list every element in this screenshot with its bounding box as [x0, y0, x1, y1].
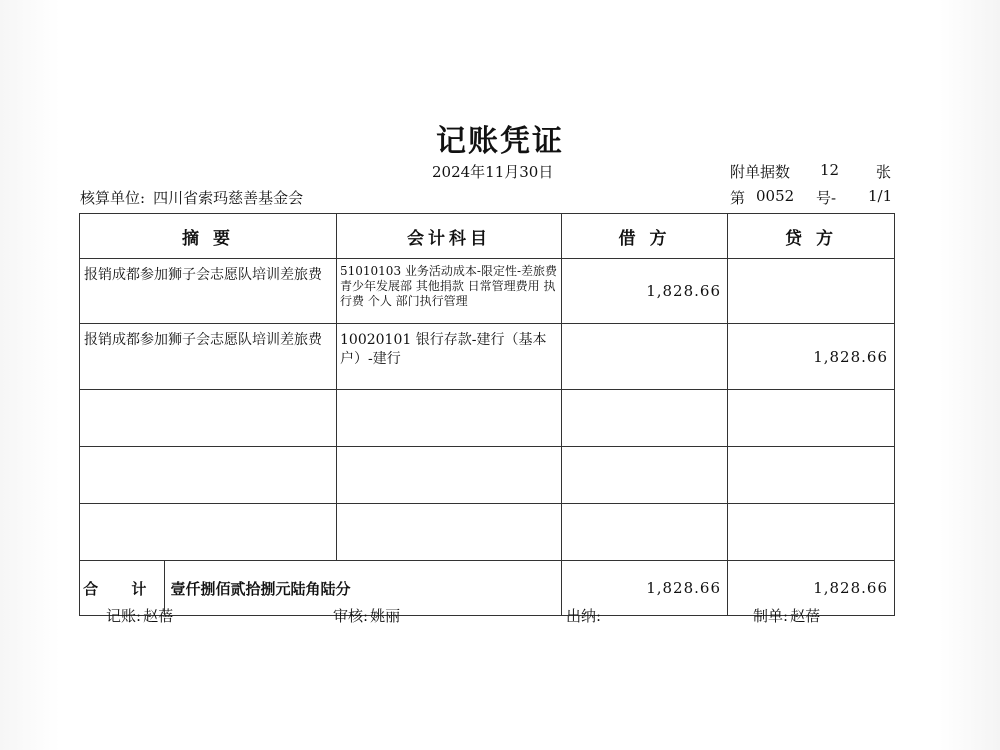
voucher-date: 2024年11月30日: [432, 163, 554, 181]
row-account: 10020101 银行存款-建行（基本户）-建行: [337, 324, 562, 390]
table-row: [80, 324, 895, 390]
empty-cell: [337, 504, 562, 561]
voucher-no-suffix: 号-: [816, 189, 837, 207]
reviewer-signature: [333, 605, 400, 626]
row-credit: [728, 259, 895, 324]
row-debit: 1,828.66: [562, 259, 728, 324]
empty-cell: [562, 504, 728, 561]
cashier-signature: [566, 605, 603, 626]
voucher-table: [79, 213, 895, 616]
header-credit: 贷 方: [728, 214, 895, 259]
empty-cell: [728, 390, 895, 447]
org-name: 四川省索玛慈善基金会: [153, 189, 304, 207]
total-debit: 1,828.66: [562, 561, 728, 616]
preparer-label: 制单:: [753, 607, 789, 625]
bookkeeper-name: 赵蓓: [143, 607, 174, 625]
reviewer-name: 姚丽: [370, 607, 401, 625]
attachments-count: 12: [820, 161, 840, 179]
attachments-unit: 张: [876, 163, 892, 181]
row-summary: 报销成都参加狮子会志愿队培训差旅费: [80, 259, 337, 324]
bookkeeper-label: 记账:: [106, 607, 142, 625]
header-account: 会计科目: [337, 214, 562, 259]
bookkeeper-signature: [106, 605, 173, 626]
voucher-no-value: 0052: [756, 187, 795, 205]
empty-cell: [80, 504, 337, 561]
voucher-no-prefix: 第: [730, 189, 746, 207]
empty-cell: [728, 504, 895, 561]
row-credit: 1,828.66: [728, 324, 895, 390]
header-debit: 借 方: [562, 214, 728, 259]
empty-cell: [728, 447, 895, 504]
table-row-empty: [80, 447, 895, 504]
total-credit: 1,828.66: [728, 561, 895, 616]
table-header-row: [80, 214, 895, 259]
voucher-page-number: 1/1: [868, 187, 893, 205]
row-debit: [562, 324, 728, 390]
attachments-label: 附单据数: [730, 163, 791, 181]
attachments-info: [730, 161, 892, 182]
header-summary: 摘 要: [80, 214, 337, 259]
table-row-empty: [80, 504, 895, 561]
empty-cell: [80, 390, 337, 447]
empty-cell: [337, 447, 562, 504]
empty-cell: [562, 390, 728, 447]
row-account: 51010103 业务活动成本-限定性-差旅费 青少年发展部 其他捐款 日常管理费用 执行费 个人 部门执行管理: [337, 259, 562, 324]
empty-cell: [80, 447, 337, 504]
total-amount-words: 壹仟捌佰贰拾捌元陆角陆分: [170, 579, 351, 598]
preparer-signature: [753, 605, 820, 626]
org-label: 核算单位:: [80, 189, 146, 207]
empty-cell: [562, 447, 728, 504]
reviewer-label: 审核:: [333, 607, 369, 625]
preparer-name: 赵蓓: [790, 607, 821, 625]
org-info: [80, 187, 303, 208]
total-label: 合 计: [80, 561, 164, 615]
voucher-title: 记账凭证: [436, 124, 564, 159]
cashier-label: 出纳:: [566, 607, 602, 625]
row-summary: 报销成都参加狮子会志愿队培训差旅费: [80, 324, 337, 390]
table-row-empty: [80, 390, 895, 447]
empty-cell: [337, 390, 562, 447]
voucher-number: [730, 187, 893, 208]
table-row: [80, 259, 895, 324]
